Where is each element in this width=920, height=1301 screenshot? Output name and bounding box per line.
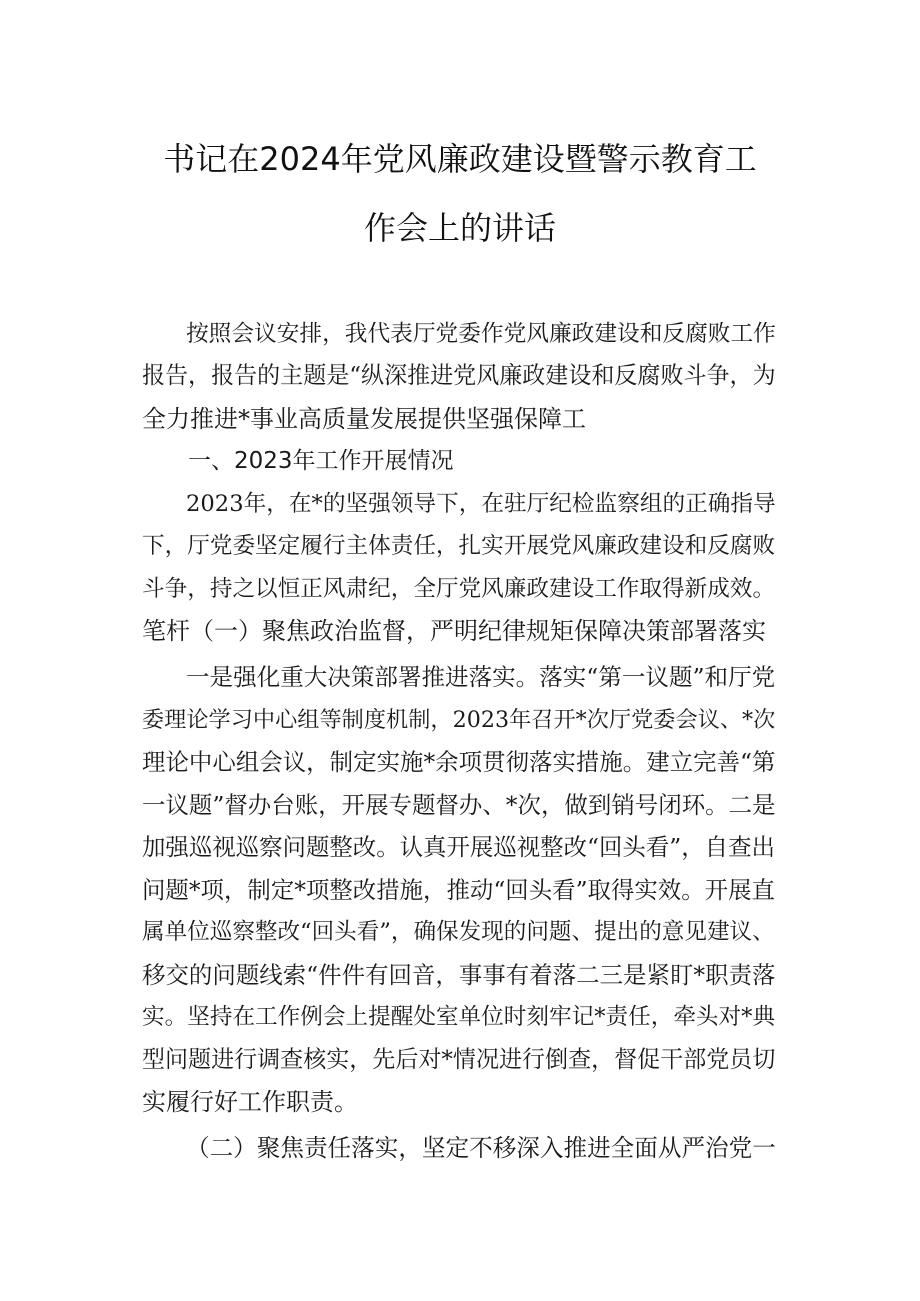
paragraph-line: 属单位巡察整改“回头看”，确保发现的问题、提出的意见建议、 (142, 919, 775, 945)
paragraph-line: 笔杆（一）聚焦政治监督，严明纪律规矩保障决策部署落实 (142, 617, 766, 645)
paragraph-line: 实。坚持在工作例会上提醒处室单位时刻牢记*责任，牵头对*典 (142, 1004, 776, 1030)
paragraph-line: 型问题进行调查核实，先后对*情况进行倒查，督促干部党员切 (142, 1047, 776, 1073)
section-heading: 一、2023年工作开展情况 (188, 448, 454, 474)
paragraph-line: 实履行好工作职责。 (142, 1088, 358, 1116)
paragraph-line: 斗争，持之以恒正风肃纪，全厅党风廉政建设工作取得新成效。 (142, 576, 776, 602)
paragraph-line: 按照会议安排，我代表厅党委作党风廉政建设和反腐败工作 (186, 321, 776, 347)
paragraph-line: 2023年，在*的坚强领导下，在驻厅纪检监察组的正确指导 (186, 491, 776, 517)
document-title-line-2: 作会上的讲话 (363, 209, 556, 247)
paragraph-line: 下，厅党委坚定履行主体责任，扎实开展党风廉政建设和反腐败 (142, 533, 776, 559)
paragraph-line: 问题*项，制定*项整改措施，推动“回头看”取得实效。开展直 (142, 876, 775, 904)
paragraph-line: 全力推进*事业高质量发展提供坚强保障工 (142, 405, 586, 433)
paragraph-line: 理论中心组会议，制定实施*余项贯彻落实措施。建立完善“第 (142, 748, 776, 776)
paragraph-line: 报告，报告的主题是“纵深推进党风廉政建设和反腐败斗争，为 (142, 363, 776, 389)
paragraph-line: 加强巡视巡察问题整改。认真开展巡视整改“回头看”，自查出 (142, 833, 775, 861)
paragraph-line: 移交的问题线索“件件有回音，事事有着落二三是紧盯*职责落 (142, 961, 776, 989)
document-title-line-1: 书记在2024年党风廉政建设暨警示教育工 (163, 140, 757, 178)
paragraph-line: 一是强化重大决策部署推进落实。落实“第一议题”和厅党 (186, 663, 776, 691)
paragraph-line: 委理论学习中心组等制度机制，2023年召开*次厅党委会议、*次 (142, 707, 776, 733)
paragraph-line: （二）聚焦责任落实，坚定不移深入推进全面从严治党一 (186, 1134, 776, 1162)
paragraph-line: 一议题”督办台账，开展专题督办、*次，做到销号闭环。二是 (142, 791, 776, 819)
